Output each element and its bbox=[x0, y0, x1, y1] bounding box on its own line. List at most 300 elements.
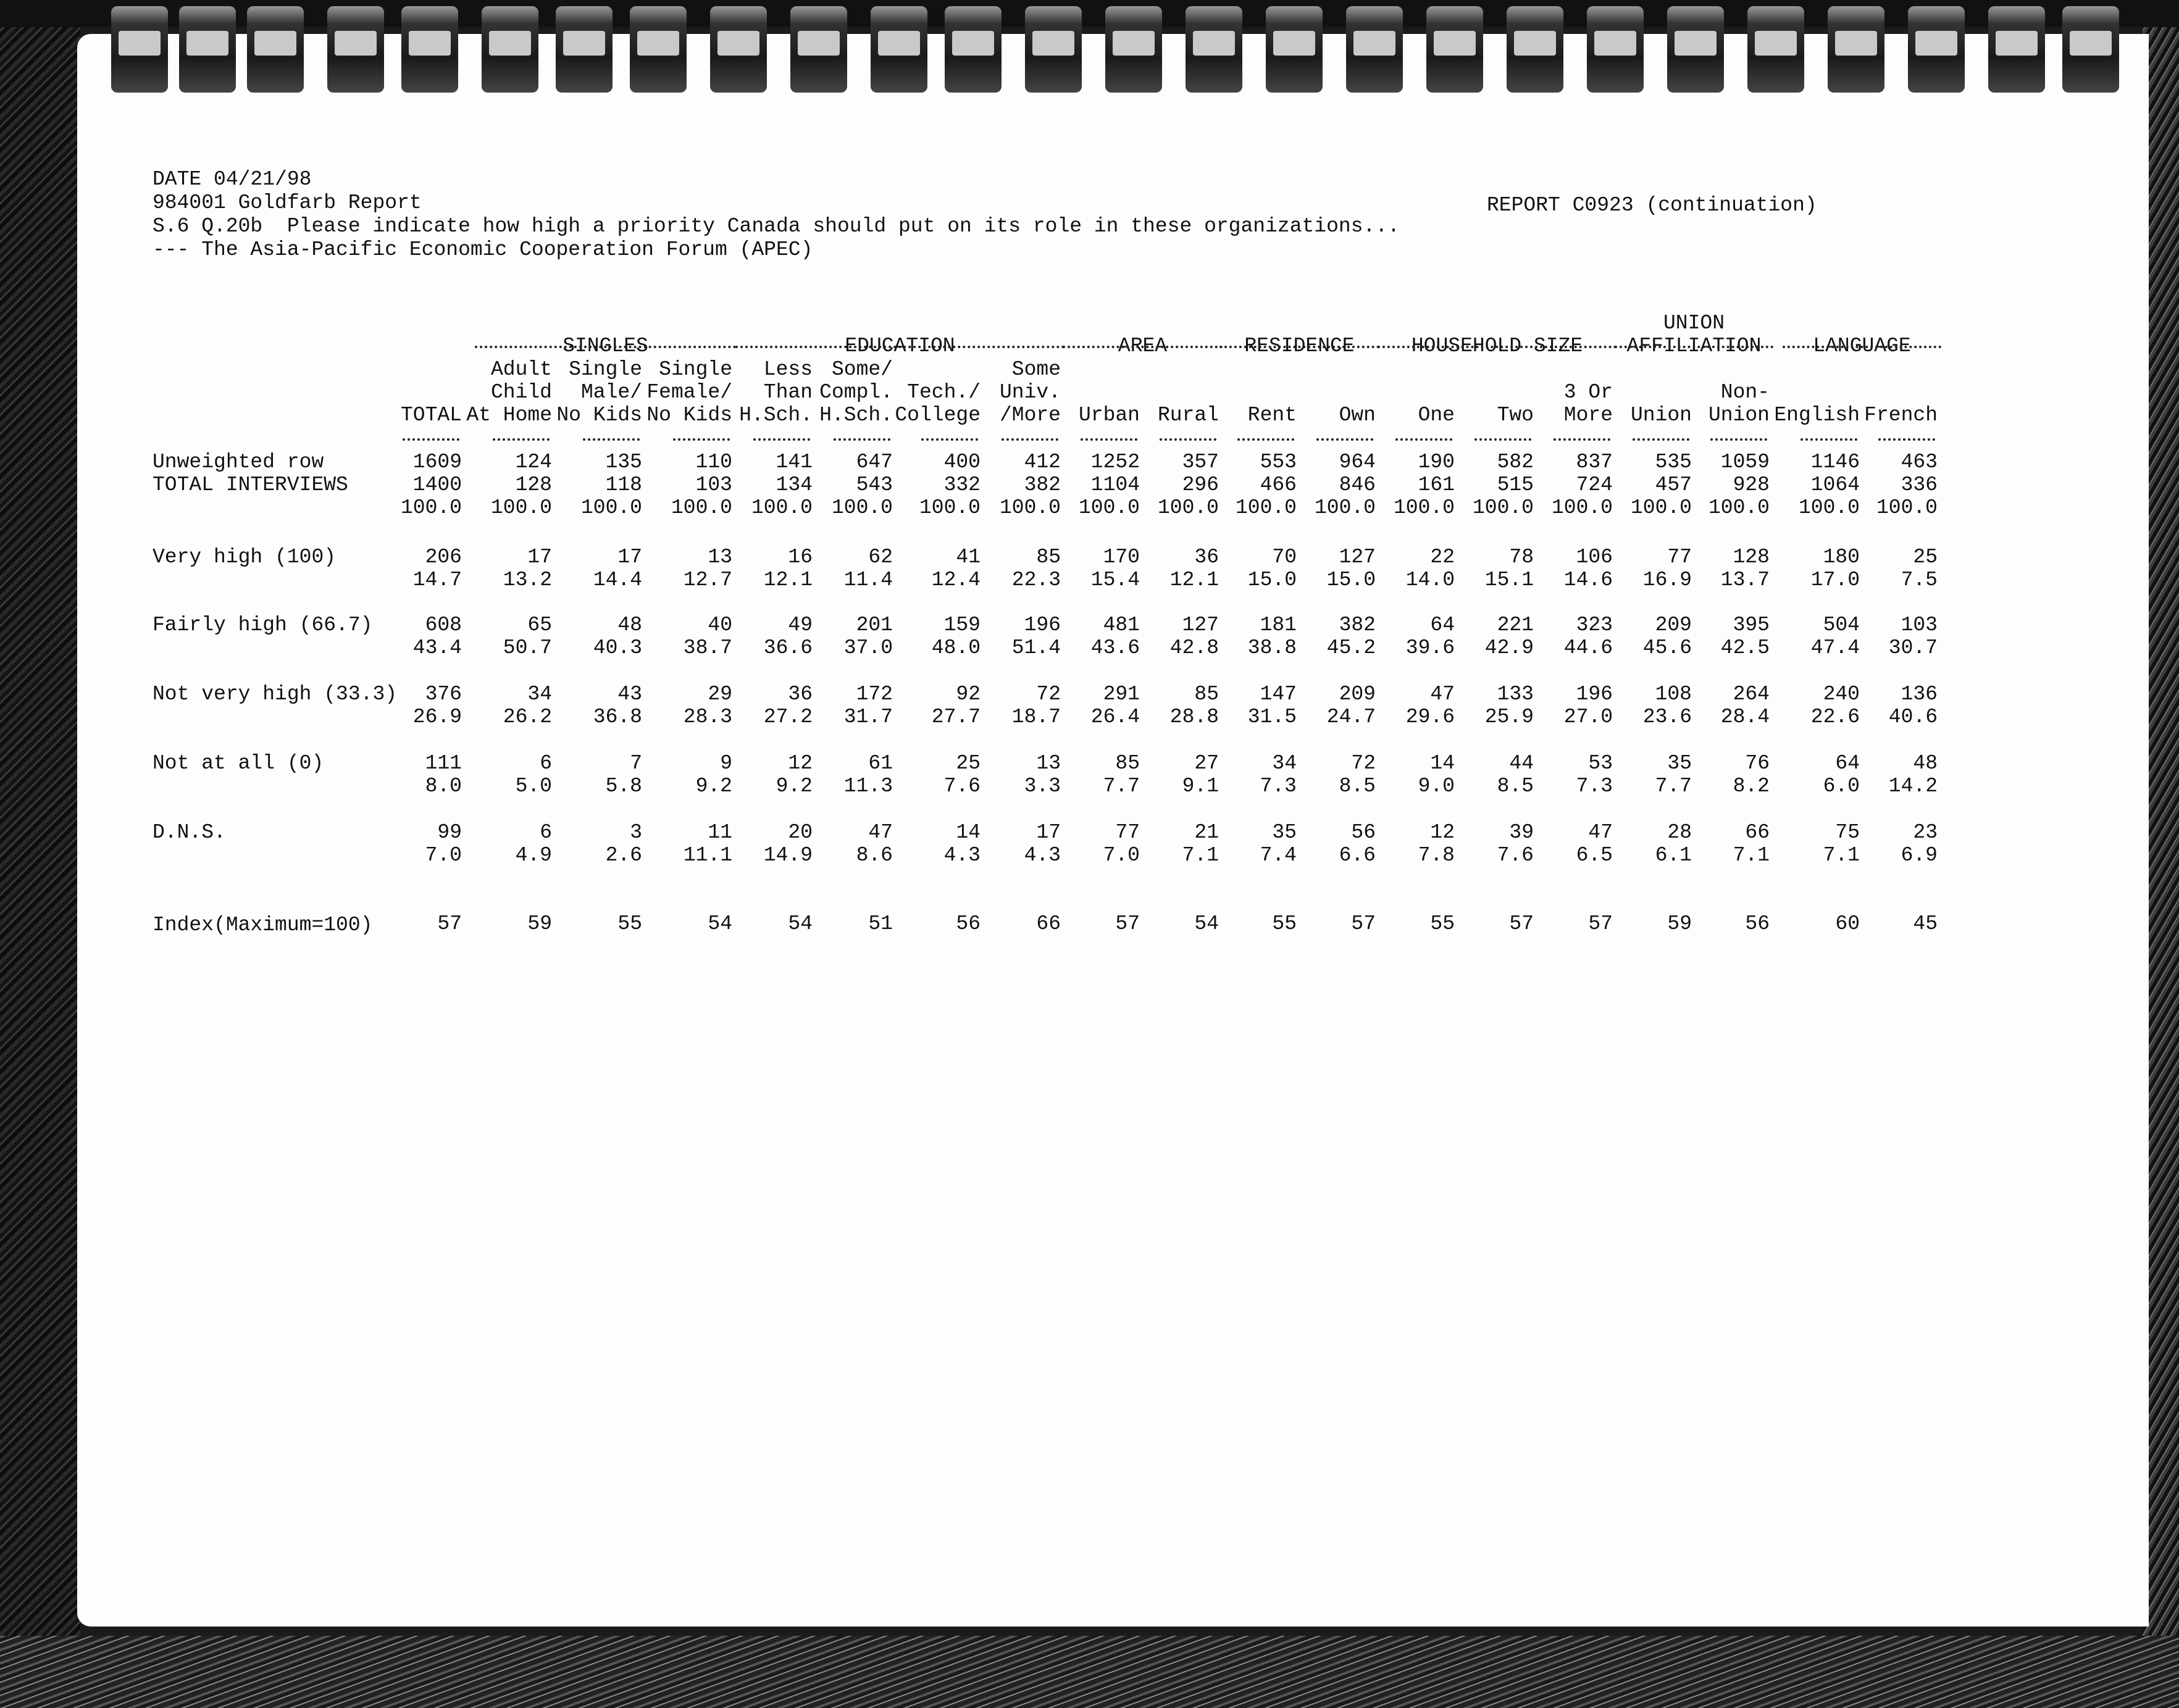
table-cell: 6 bbox=[540, 752, 552, 775]
table-cell: 47 bbox=[1588, 821, 1613, 844]
table-cell: 100.0 bbox=[1472, 496, 1534, 519]
table-cell: 1059 bbox=[1720, 451, 1770, 473]
table-cell: 7.0 bbox=[1103, 844, 1140, 867]
question-text: S.6 Q.20b Please indicate how high a priority Canada should put on its role in these organizations... bbox=[153, 215, 1400, 238]
table-cell: 57 bbox=[1509, 912, 1534, 935]
table-cell: 12.1 bbox=[763, 569, 813, 591]
table-cell: 66 bbox=[1036, 912, 1061, 935]
table-cell: 55 bbox=[1272, 912, 1297, 935]
column-underline bbox=[1081, 438, 1137, 441]
table-cell: 17 bbox=[1036, 821, 1061, 844]
binder-ring bbox=[1908, 6, 1965, 93]
table-cell: 54 bbox=[708, 912, 732, 935]
table-cell: 382 bbox=[1339, 614, 1376, 636]
table-cell: 12.4 bbox=[931, 569, 981, 591]
binder-ring bbox=[790, 6, 847, 93]
table-cell: 7.7 bbox=[1103, 775, 1140, 798]
table-cell: 77 bbox=[1667, 546, 1692, 569]
table-cell: 100.0 bbox=[751, 496, 813, 519]
table-cell: 51.4 bbox=[1011, 636, 1061, 659]
table-cell: 45.2 bbox=[1326, 636, 1376, 659]
group-underline bbox=[1783, 346, 1941, 348]
table-cell: 13 bbox=[1036, 752, 1061, 775]
table-cell: 291 bbox=[1103, 683, 1140, 706]
table-cell: 60 bbox=[1835, 912, 1860, 935]
table-cell: 12 bbox=[1430, 821, 1455, 844]
table-cell: 7.3 bbox=[1260, 775, 1297, 798]
table-cell: 64 bbox=[1835, 752, 1860, 775]
table-cell: 357 bbox=[1182, 451, 1219, 473]
column-header: Own bbox=[1339, 404, 1376, 427]
table-cell: 34 bbox=[1272, 752, 1297, 775]
table-cell: 196 bbox=[1024, 614, 1061, 636]
table-cell: 134 bbox=[776, 473, 813, 496]
binder-cover-left bbox=[0, 0, 80, 1708]
table-cell: 127 bbox=[1182, 614, 1219, 636]
column-underline bbox=[583, 438, 640, 441]
table-cell: 100.0 bbox=[671, 496, 732, 519]
group-underline bbox=[735, 346, 1064, 348]
column-underline bbox=[1160, 438, 1216, 441]
binder-ring bbox=[247, 6, 304, 93]
table-cell: 38.8 bbox=[1247, 636, 1297, 659]
table-cell: 7.0 bbox=[425, 844, 462, 867]
table-cell: 42.9 bbox=[1484, 636, 1534, 659]
table-cell: 38.7 bbox=[683, 636, 732, 659]
row-label: Not very high (33.3) bbox=[153, 683, 398, 706]
table-cell: 50.7 bbox=[503, 636, 552, 659]
table-cell: 14.6 bbox=[1563, 569, 1613, 591]
table-cell: 26.4 bbox=[1090, 706, 1140, 728]
table-cell: 37.0 bbox=[843, 636, 893, 659]
table-cell: 7.6 bbox=[943, 775, 981, 798]
table-cell: 336 bbox=[1901, 473, 1938, 496]
column-header: French bbox=[1864, 404, 1938, 427]
column-header: Tech./ College bbox=[895, 381, 981, 427]
table-cell: 724 bbox=[1576, 473, 1613, 496]
table-cell: 11.4 bbox=[843, 569, 893, 591]
table-cell: 29 bbox=[708, 683, 732, 706]
table-cell: 206 bbox=[425, 546, 462, 569]
table-cell: 25 bbox=[1913, 546, 1938, 569]
table-cell: 48 bbox=[1913, 752, 1938, 775]
binder-ring bbox=[1186, 6, 1242, 93]
group-header-union: UNION AFFILIATION bbox=[1626, 312, 1762, 357]
column-header: Adult Child At Home bbox=[466, 358, 552, 427]
table-cell: 7.1 bbox=[1733, 844, 1770, 867]
table-cell: 382 bbox=[1024, 473, 1061, 496]
table-cell: 400 bbox=[943, 451, 981, 473]
table-cell: 133 bbox=[1497, 683, 1534, 706]
table-cell: 15.4 bbox=[1090, 569, 1140, 591]
table-cell: 9.2 bbox=[695, 775, 732, 798]
table-cell: 106 bbox=[1576, 546, 1613, 569]
group-underline bbox=[1615, 346, 1773, 348]
table-cell: 209 bbox=[1339, 683, 1376, 706]
table-cell: 27.7 bbox=[931, 706, 981, 728]
table-cell: 9.2 bbox=[776, 775, 813, 798]
table-cell: 17 bbox=[527, 546, 552, 569]
table-cell: 72 bbox=[1036, 683, 1061, 706]
table-cell: 25 bbox=[956, 752, 981, 775]
binder-ring bbox=[1507, 6, 1563, 93]
table-cell: 45 bbox=[1913, 912, 1938, 935]
table-cell: 100.0 bbox=[1876, 496, 1938, 519]
table-cell: 1146 bbox=[1810, 451, 1860, 473]
column-header: Some Univ. /More bbox=[999, 358, 1061, 427]
table-cell: 103 bbox=[695, 473, 732, 496]
table-cell: 466 bbox=[1260, 473, 1297, 496]
column-underline bbox=[1878, 438, 1935, 441]
table-cell: 170 bbox=[1103, 546, 1140, 569]
table-cell: 11.3 bbox=[843, 775, 893, 798]
table-cell: 100.0 bbox=[919, 496, 981, 519]
table-cell: 201 bbox=[856, 614, 893, 636]
table-cell: 108 bbox=[1655, 683, 1692, 706]
table-cell: 42.5 bbox=[1720, 636, 1770, 659]
group-header-household: HOUSEHOLD SIZE bbox=[1411, 335, 1583, 357]
table-cell: 111 bbox=[425, 752, 462, 775]
table-cell: 24.7 bbox=[1326, 706, 1376, 728]
table-cell: 23 bbox=[1913, 821, 1938, 844]
table-cell: 39.6 bbox=[1405, 636, 1455, 659]
table-cell: 36 bbox=[1194, 546, 1219, 569]
table-cell: 56 bbox=[1745, 912, 1770, 935]
table-cell: 1609 bbox=[412, 451, 462, 473]
table-cell: 128 bbox=[1733, 546, 1770, 569]
table-cell: 13.2 bbox=[503, 569, 552, 591]
table-cell: 6.9 bbox=[1901, 844, 1938, 867]
table-cell: 5.8 bbox=[605, 775, 642, 798]
table-cell: 55 bbox=[617, 912, 642, 935]
binder-ring bbox=[1747, 6, 1804, 93]
table-cell: 40 bbox=[708, 614, 732, 636]
table-cell: 463 bbox=[1901, 451, 1938, 473]
table-cell: 28 bbox=[1667, 821, 1692, 844]
table-cell: 3.3 bbox=[1024, 775, 1061, 798]
table-cell: 77 bbox=[1115, 821, 1140, 844]
table-cell: 15.0 bbox=[1326, 569, 1376, 591]
table-cell: 51 bbox=[868, 912, 893, 935]
table-cell: 100.0 bbox=[1630, 496, 1692, 519]
table-cell: 85 bbox=[1115, 752, 1140, 775]
table-cell: 62 bbox=[868, 546, 893, 569]
column-header: Urban bbox=[1078, 404, 1140, 427]
table-cell: 103 bbox=[1901, 614, 1938, 636]
table-cell: 26.9 bbox=[412, 706, 462, 728]
table-cell: 128 bbox=[515, 473, 552, 496]
binder-ring bbox=[482, 6, 538, 93]
column-header: Rural bbox=[1157, 404, 1219, 427]
spiral-binding bbox=[0, 0, 2179, 108]
table-cell: 6.5 bbox=[1576, 844, 1613, 867]
binder-ring bbox=[1266, 6, 1323, 93]
table-cell: 27.2 bbox=[763, 706, 813, 728]
table-cell: 190 bbox=[1418, 451, 1455, 473]
table-cell: 16.9 bbox=[1642, 569, 1692, 591]
column-header: Rent bbox=[1247, 404, 1297, 427]
table-cell: 504 bbox=[1823, 614, 1860, 636]
table-cell: 12 bbox=[788, 752, 813, 775]
table-cell: 6.1 bbox=[1655, 844, 1692, 867]
table-cell: 110 bbox=[695, 451, 732, 473]
table-cell: 4.3 bbox=[943, 844, 981, 867]
group-header-singles: SINGLES bbox=[563, 335, 648, 357]
table-cell: 17.0 bbox=[1810, 569, 1860, 591]
column-underline bbox=[1554, 438, 1610, 441]
table-cell: 15.1 bbox=[1484, 569, 1534, 591]
table-cell: 7.3 bbox=[1576, 775, 1613, 798]
table-cell: 72 bbox=[1351, 752, 1376, 775]
table-cell: 5.0 bbox=[515, 775, 552, 798]
table-cell: 85 bbox=[1194, 683, 1219, 706]
table-cell: 7.8 bbox=[1418, 844, 1455, 867]
table-cell: 39 bbox=[1509, 821, 1534, 844]
table-cell: 31.7 bbox=[843, 706, 893, 728]
table-cell: 13.7 bbox=[1720, 569, 1770, 591]
binder-ring bbox=[871, 6, 927, 93]
column-header: Union bbox=[1630, 404, 1692, 427]
binder-ring bbox=[111, 6, 168, 93]
table-cell: 9.0 bbox=[1418, 775, 1455, 798]
table-cell: 323 bbox=[1576, 614, 1613, 636]
table-cell: 100.0 bbox=[1551, 496, 1613, 519]
table-cell: 61 bbox=[868, 752, 893, 775]
table-cell: 4.9 bbox=[515, 844, 552, 867]
column-header: Some/ Compl. H.Sch. bbox=[819, 358, 893, 427]
table-cell: 66 bbox=[1745, 821, 1770, 844]
table-cell: 7.1 bbox=[1823, 844, 1860, 867]
table-cell: 543 bbox=[856, 473, 893, 496]
table-cell: 264 bbox=[1733, 683, 1770, 706]
binder-ring bbox=[1667, 6, 1724, 93]
table-cell: 21 bbox=[1194, 821, 1219, 844]
table-cell: 412 bbox=[1024, 451, 1061, 473]
column-header: Single Male/ No Kids bbox=[556, 358, 642, 427]
table-cell: 85 bbox=[1036, 546, 1061, 569]
table-cell: 964 bbox=[1339, 451, 1376, 473]
column-header: Two bbox=[1497, 404, 1534, 427]
table-cell: 172 bbox=[856, 683, 893, 706]
table-cell: 54 bbox=[1194, 912, 1219, 935]
table-cell: 296 bbox=[1182, 473, 1219, 496]
table-cell: 14.7 bbox=[412, 569, 462, 591]
table-cell: 20 bbox=[788, 821, 813, 844]
table-cell: 1064 bbox=[1810, 473, 1860, 496]
table-cell: 56 bbox=[1351, 821, 1376, 844]
table-cell: 100.0 bbox=[1078, 496, 1140, 519]
table-cell: 43.6 bbox=[1090, 636, 1140, 659]
table-cell: 8.5 bbox=[1497, 775, 1534, 798]
table-cell: 57 bbox=[1588, 912, 1613, 935]
table-cell: 1252 bbox=[1090, 451, 1140, 473]
binder-ring bbox=[401, 6, 458, 93]
table-cell: 14.2 bbox=[1888, 775, 1938, 798]
table-cell: 11.1 bbox=[683, 844, 732, 867]
table-cell: 11 bbox=[708, 821, 732, 844]
table-cell: 100.0 bbox=[1235, 496, 1297, 519]
group-header-language: LANGUAGE bbox=[1813, 335, 1911, 357]
table-cell: 395 bbox=[1733, 614, 1770, 636]
table-cell: 40.6 bbox=[1888, 706, 1938, 728]
table-cell: 48.0 bbox=[931, 636, 981, 659]
binder-ring bbox=[630, 6, 687, 93]
table-cell: 100.0 bbox=[1798, 496, 1860, 519]
binder-ring bbox=[2062, 6, 2119, 93]
table-cell: 209 bbox=[1655, 614, 1692, 636]
group-header-residence: RESIDENCE bbox=[1244, 335, 1355, 357]
table-cell: 100.0 bbox=[400, 496, 462, 519]
column-underline bbox=[1237, 438, 1294, 441]
table-cell: 57 bbox=[1115, 912, 1140, 935]
table-cell: 57 bbox=[437, 912, 462, 935]
table-cell: 135 bbox=[605, 451, 642, 473]
table-cell: 45.6 bbox=[1642, 636, 1692, 659]
table-cell: 36.8 bbox=[593, 706, 642, 728]
table-cell: 28.4 bbox=[1720, 706, 1770, 728]
table-cell: 44.6 bbox=[1563, 636, 1613, 659]
table-cell: 159 bbox=[943, 614, 981, 636]
table-cell: 515 bbox=[1497, 473, 1534, 496]
binder-ring bbox=[1988, 6, 2045, 93]
table-cell: 28.8 bbox=[1169, 706, 1219, 728]
report-date: DATE 04/21/98 bbox=[153, 168, 312, 191]
table-cell: 846 bbox=[1339, 473, 1376, 496]
table-cell: 647 bbox=[856, 451, 893, 473]
column-underline bbox=[1710, 438, 1767, 441]
column-header: Less Than H.Sch. bbox=[739, 358, 813, 427]
table-cell: 608 bbox=[425, 614, 462, 636]
table-cell: 47.4 bbox=[1810, 636, 1860, 659]
column-header: Non- Union bbox=[1708, 381, 1770, 427]
table-cell: 12.1 bbox=[1169, 569, 1219, 591]
table-cell: 240 bbox=[1823, 683, 1860, 706]
table-cell: 34 bbox=[527, 683, 552, 706]
table-cell: 332 bbox=[943, 473, 981, 496]
table-cell: 15.0 bbox=[1247, 569, 1297, 591]
table-cell: 78 bbox=[1509, 546, 1534, 569]
report-id: REPORT C0923 (continuation) bbox=[1487, 194, 1817, 217]
table-cell: 14.0 bbox=[1405, 569, 1455, 591]
table-cell: 14 bbox=[1430, 752, 1455, 775]
table-cell: 59 bbox=[1667, 912, 1692, 935]
table-cell: 7.1 bbox=[1182, 844, 1219, 867]
table-cell: 14.4 bbox=[593, 569, 642, 591]
column-underline bbox=[673, 438, 730, 441]
table-cell: 6 bbox=[540, 821, 552, 844]
table-cell: 928 bbox=[1733, 473, 1770, 496]
table-cell: 22 bbox=[1430, 546, 1455, 569]
table-cell: 47 bbox=[868, 821, 893, 844]
table-cell: 1104 bbox=[1090, 473, 1140, 496]
table-cell: 535 bbox=[1655, 451, 1692, 473]
table-cell: 6.0 bbox=[1823, 775, 1860, 798]
table-cell: 6.6 bbox=[1339, 844, 1376, 867]
table-cell: 100.0 bbox=[580, 496, 642, 519]
table-cell: 28.3 bbox=[683, 706, 732, 728]
table-cell: 31.5 bbox=[1247, 706, 1297, 728]
table-cell: 100.0 bbox=[831, 496, 893, 519]
row-label: D.N.S. bbox=[153, 821, 226, 844]
table-cell: 29.6 bbox=[1405, 706, 1455, 728]
table-cell: 100.0 bbox=[1708, 496, 1770, 519]
column-underline bbox=[1474, 438, 1531, 441]
table-cell: 7.7 bbox=[1655, 775, 1692, 798]
table-cell: 70 bbox=[1272, 546, 1297, 569]
table-cell: 23.6 bbox=[1642, 706, 1692, 728]
column-header: English bbox=[1774, 404, 1860, 427]
table-cell: 3 bbox=[630, 821, 642, 844]
column-header: TOTAL bbox=[400, 404, 462, 427]
table-cell: 56 bbox=[956, 912, 981, 935]
column-underline bbox=[753, 438, 810, 441]
binder-ring bbox=[179, 6, 236, 93]
group-underline bbox=[1378, 346, 1616, 348]
table-cell: 22.3 bbox=[1011, 569, 1061, 591]
table-cell: 42.8 bbox=[1169, 636, 1219, 659]
table-cell: 17 bbox=[617, 546, 642, 569]
column-header: Single Female/ No Kids bbox=[646, 358, 732, 427]
table-cell: 124 bbox=[515, 451, 552, 473]
row-label: Unweighted row TOTAL INTERVIEWS bbox=[153, 451, 348, 496]
table-cell: 376 bbox=[425, 683, 462, 706]
group-header-area: AREA bbox=[1118, 335, 1168, 357]
table-cell: 26.2 bbox=[503, 706, 552, 728]
table-cell: 43.4 bbox=[412, 636, 462, 659]
table-cell: 8.2 bbox=[1733, 775, 1770, 798]
table-cell: 40.3 bbox=[593, 636, 642, 659]
group-header-education: EDUCATION bbox=[845, 335, 955, 357]
table-cell: 7.6 bbox=[1497, 844, 1534, 867]
row-label: Very high (100) bbox=[153, 546, 337, 569]
binder-ring bbox=[556, 6, 613, 93]
column-underline bbox=[1395, 438, 1452, 441]
table-cell: 457 bbox=[1655, 473, 1692, 496]
table-cell: 35 bbox=[1667, 752, 1692, 775]
table-cell: 99 bbox=[437, 821, 462, 844]
table-cell: 196 bbox=[1576, 683, 1613, 706]
table-cell: 100.0 bbox=[490, 496, 552, 519]
table-cell: 27.0 bbox=[1563, 706, 1613, 728]
binder-ring bbox=[1025, 6, 1082, 93]
table-cell: 582 bbox=[1497, 451, 1534, 473]
binder-ring bbox=[327, 6, 384, 93]
table-cell: 36 bbox=[788, 683, 813, 706]
table-cell: 65 bbox=[527, 614, 552, 636]
table-cell: 14.9 bbox=[763, 844, 813, 867]
table-cell: 7.5 bbox=[1901, 569, 1938, 591]
table-cell: 92 bbox=[956, 683, 981, 706]
table-cell: 100.0 bbox=[1393, 496, 1455, 519]
row-label: Index(Maximum=100) bbox=[153, 914, 373, 936]
table-cell: 9 bbox=[720, 752, 732, 775]
column-underline bbox=[834, 438, 890, 441]
table-cell: 64 bbox=[1430, 614, 1455, 636]
column-underline bbox=[493, 438, 550, 441]
table-cell: 7 bbox=[630, 752, 642, 775]
binder-ring bbox=[1105, 6, 1162, 93]
table-cell: 36.6 bbox=[763, 636, 813, 659]
table-cell: 2.6 bbox=[605, 844, 642, 867]
table-cell: 8.5 bbox=[1339, 775, 1376, 798]
row-label: Not at all (0) bbox=[153, 752, 324, 775]
table-cell: 141 bbox=[776, 451, 813, 473]
table-cell: 75 bbox=[1835, 821, 1860, 844]
table-cell: 181 bbox=[1260, 614, 1297, 636]
table-cell: 118 bbox=[605, 473, 642, 496]
table-cell: 837 bbox=[1576, 451, 1613, 473]
table-cell: 47 bbox=[1430, 683, 1455, 706]
